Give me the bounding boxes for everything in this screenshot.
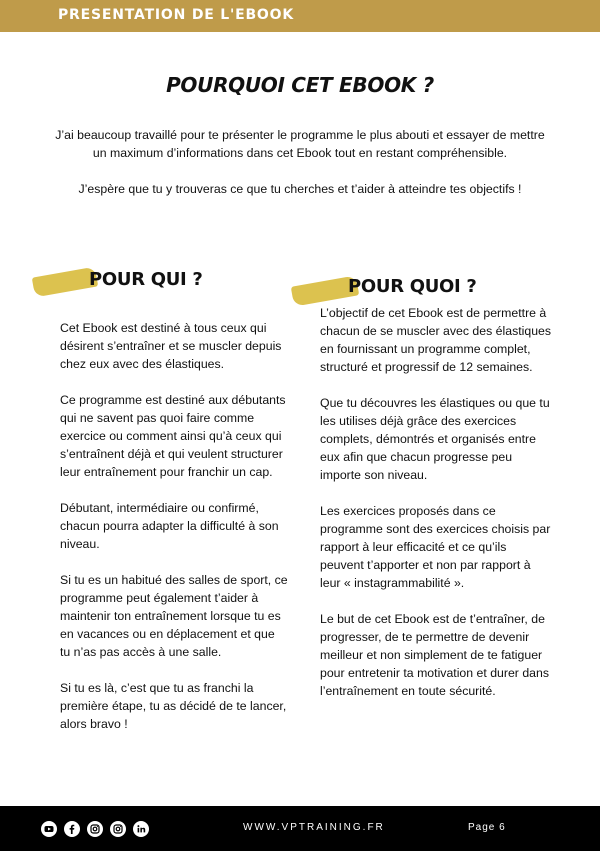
intro-text (50, 126, 550, 216)
left-column (60, 319, 288, 751)
linkedin-icon[interactable] (133, 821, 149, 837)
instagram-icon[interactable] (110, 821, 126, 837)
paragraph: Les exercices proposés dans ce programme sont des exercices choisis par rapport à leur efficacité et ce qu’ils peuvent t’apporter et non par rapport à leur « instagrammabilité ». (320, 504, 551, 590)
intro-paragraph: J’ai beaucoup travaillé pour te présenter le programme le plus abouti et essayer de mettre un maximum d’informations dans cet Ebook tout en restant compréhensible. (55, 128, 545, 160)
header-bar (0, 0, 600, 32)
paragraph: Débutant, intermédiaire ou confirmé, chacun pourra adapter la difficulté à son niveau. (60, 501, 279, 551)
paragraph: Ce programme est destiné aux débutants qui ne savent pas quoi faire comme exercice ou comment ainsi qu’à ceux qui s’entraînent déjà et qui veulent structurer leur entraînement pour franchir un cap. (60, 393, 286, 479)
intro-paragraph: J’espère que tu y trouveras ce que tu cherches et t’aider à atteindre tes objectifs ! (78, 182, 522, 196)
paragraph: Cet Ebook est destiné à tous ceux qui désirent s’entraîner et se muscler depuis chez eux avec des élastiques. (60, 321, 282, 371)
section-title-pour-quoi: POUR QUOI ? (348, 276, 477, 297)
header-title: PRESENTATION DE L'EBOOK (58, 7, 294, 23)
instagram-icon[interactable] (87, 821, 103, 837)
page-title: POURQUOI CET EBOOK ? (166, 73, 434, 97)
section-title-pour-qui: POUR QUI ? (89, 269, 203, 290)
paragraph: L’objectif de cet Ebook est de permettre à chacun de se muscler avec des élastiques en fournissant un programme complet, structuré et progressif de 12 semaines. (320, 306, 552, 374)
youtube-icon[interactable] (41, 821, 57, 837)
paragraph: Si tu es là, c’est que tu as franchi la première étape, tu as décidé de te lancer, alors bravo ! (60, 681, 287, 731)
footer-bar (0, 806, 600, 851)
paragraph: Le but de cet Ebook est de t’entraîner, de progresser, de te permettre de devenir meilleur et non simplement de te fatiguer pour entretenir ta motivation et durer dans l’entraînement en toute sécurité. (320, 612, 549, 698)
website-url[interactable]: WWW.VPTRAINING.FR (243, 822, 385, 833)
facebook-icon[interactable] (64, 821, 80, 837)
paragraph: Si tu es un habitué des salles de sport, ce programme peut également t’aider à maintenir ton entraînement lorsque tu es en vacances ou en déplacement et que tu n’as pas accès à une salle. (60, 573, 288, 659)
page-number: Page 6 (468, 822, 506, 833)
paragraph: Que tu découvres les élastiques ou que tu les utilises déjà grâce des exercices complets, démontrés et organisés entre eux afin que chacun progresse peu importe son niveau. (320, 396, 550, 482)
right-column (320, 304, 552, 718)
